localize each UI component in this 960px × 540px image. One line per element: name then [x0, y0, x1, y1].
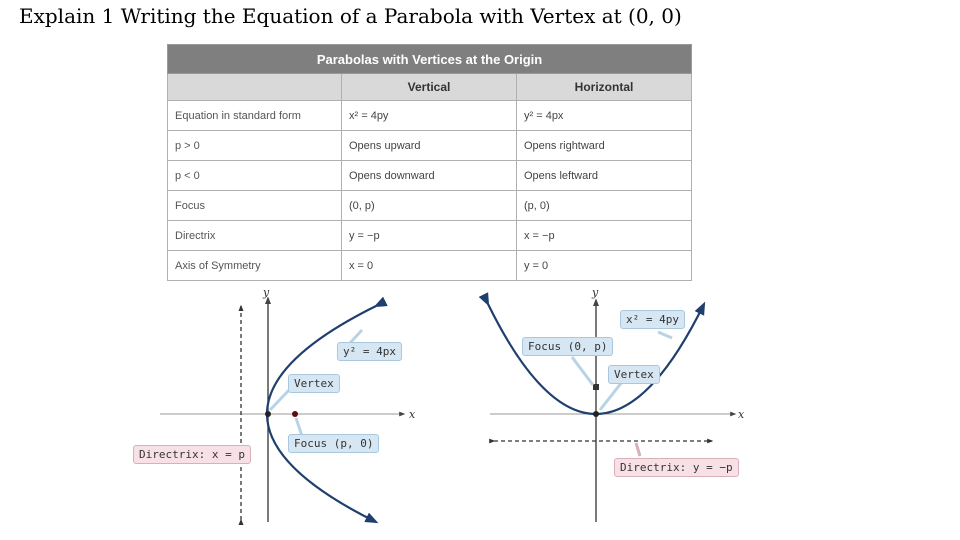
y-axis-label: y — [263, 286, 270, 299]
x-axis-label: x — [409, 408, 416, 421]
vertical-cell: Opens downward — [342, 161, 517, 191]
vertex-callout: Vertex — [608, 365, 660, 384]
row-label: Equation in standard form — [168, 101, 342, 131]
directrix-callout: Directrix: y = −p — [614, 458, 739, 477]
equation-pointer — [658, 332, 672, 338]
equation-callout: x² = 4py — [620, 310, 685, 329]
row-label: p < 0 — [168, 161, 342, 191]
directrix-pointer — [636, 443, 640, 456]
focus-callout: Focus (p, 0) — [288, 434, 379, 453]
vertex-pointer — [600, 382, 622, 410]
column-header-vertical: Vertical — [342, 74, 517, 101]
vertical-cell: Opens upward — [342, 131, 517, 161]
vertical-cell: (0, p) — [342, 191, 517, 221]
row-label: p > 0 — [168, 131, 342, 161]
focus-pointer — [572, 357, 593, 385]
x-axis-label: x — [738, 408, 745, 421]
horizontal-cell: Opens rightward — [517, 131, 692, 161]
row-label: Focus — [168, 191, 342, 221]
table-caption: Parabolas with Vertices at the Origin — [168, 45, 692, 74]
horizontal-cell: y = 0 — [517, 251, 692, 281]
horizontal-cell: x = −p — [517, 221, 692, 251]
row-label: Axis of Symmetry — [168, 251, 342, 281]
directrix-callout: Directrix: x = p — [133, 445, 251, 464]
vertex-point — [265, 411, 271, 417]
vertical-cell: y = −p — [342, 221, 517, 251]
horizontal-cell: (p, 0) — [517, 191, 692, 221]
focus-callout: Focus (0, p) — [522, 337, 613, 356]
horizontal-cell: Opens leftward — [517, 161, 692, 191]
vertex-callout: Vertex — [288, 374, 340, 393]
focus-point — [292, 411, 298, 417]
vertical-cell: x² = 4py — [342, 101, 517, 131]
vertical-cell: x = 0 — [342, 251, 517, 281]
column-header-horizontal: Horizontal — [517, 74, 692, 101]
y-axis-label: y — [592, 286, 599, 299]
vertex-point — [593, 411, 599, 417]
horizontal-cell: y² = 4px — [517, 101, 692, 131]
slide-title: Explain 1 Writing the Equation of a Parabola with Vertex at (0, 0) — [19, 4, 682, 28]
equation-callout: y² = 4px — [337, 342, 402, 361]
row-label: Directrix — [168, 221, 342, 251]
focus-point — [593, 384, 599, 390]
